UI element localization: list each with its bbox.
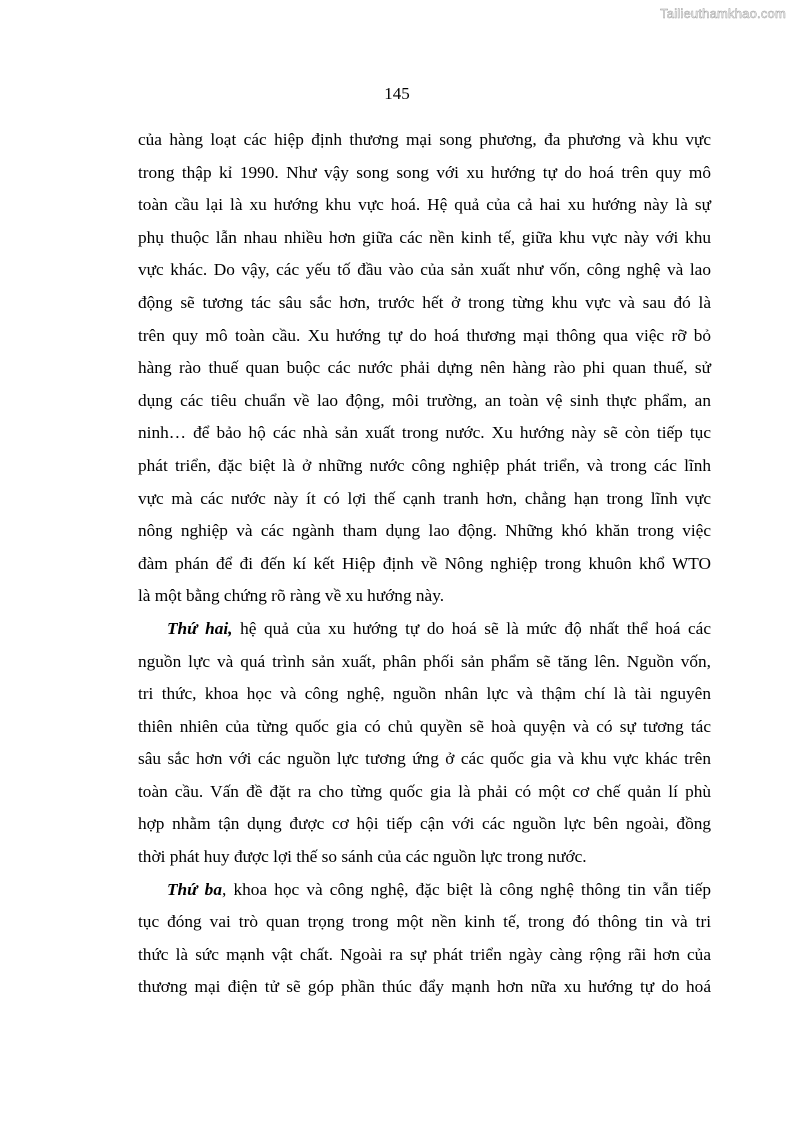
- text-line: nguồn lực và quá trình sản xuất, phân phối sản phẩm sẽ tăng lên. Nguồn vốn,: [138, 651, 711, 671]
- text-line: thiên nhiên của từng quốc gia có chủ quyền sẽ hoà quyện và có sự tương tác: [138, 716, 711, 736]
- text-line: [138, 874, 711, 907]
- text-line: vực khác. Do vậy, các yếu tố đầu vào của sản xuất như vốn, công nghệ và lao: [138, 260, 711, 280]
- text-line: là một bằng chứng rõ ràng về xu hướng này.: [138, 586, 445, 606]
- page-number: 145: [384, 84, 410, 103]
- site-watermark: Tailieuthamkhao.com: [660, 6, 786, 21]
- text-line: trong thập kỉ 1990. Như vậy song song với xu hướng tự do hoá trên quy mô: [138, 162, 711, 182]
- text-line: toàn cầu. Vấn đề đặt ra cho từng quốc gia là phải có một cơ chế quản lí phù: [138, 781, 711, 801]
- text-span: , khoa học và công nghệ, đặc biệt là công nghệ thông tin vẫn tiếp: [221, 879, 711, 899]
- text-line: dụng các tiêu chuẩn về lao động, môi trường, an toàn vệ sinh thực phẩm, an: [138, 390, 711, 410]
- text-line: động sẽ tương tác sâu sắc hơn, trước hết ở trong từng khu vực và sau đó là: [138, 292, 711, 312]
- paragraph-lead: Thứ hai,: [167, 618, 233, 638]
- text-line: phụ thuộc lẫn nhau nhiều hơn giữa các nền kinh tế, giữa khu vực này với khu: [138, 227, 711, 247]
- text-line: thương mại điện tử sẽ góp phần thúc đẩy mạnh hơn nữa xu hướng tự do hoá: [138, 977, 711, 997]
- paragraph-1: [138, 124, 711, 613]
- document-body: [138, 124, 711, 1004]
- text-line: trên quy mô toàn cầu. Xu hướng tự do hoá thương mại thông qua việc rỡ bỏ: [138, 325, 711, 345]
- paragraph-lead: Thứ ba: [167, 879, 222, 899]
- text-line: đàm phán để đi đến kí kết Hiệp định về Nông nghiệp trong khuôn khổ WTO: [138, 553, 711, 573]
- text-line: thời phát huy được lợi thế so sánh của các nguồn lực trong nước.: [138, 847, 587, 867]
- text-line: hợp nhằm tận dụng được cơ hội tiếp cận với các nguồn lực bên ngoài, đồng: [138, 814, 711, 834]
- text-line: phát triển, đặc biệt là ở những nước công nghiệp phát triển, và trong các lĩnh: [138, 455, 711, 475]
- text-line: ninh… để bảo hộ các nhà sản xuất trong nước. Xu hướng này sẽ còn tiếp tục: [138, 423, 711, 443]
- text-line: tục đóng vai trò quan trọng trong một nền kinh tế, trong đó thông tin và tri: [138, 912, 711, 932]
- paragraph-3: [138, 874, 711, 1004]
- text-line: hàng rào thuế quan buộc các nước phải dựng nên hàng rào phi quan thuế, sử: [138, 358, 711, 378]
- text-line: thức là sức mạnh vật chất. Ngoài ra sự phát triển ngày càng rộng rãi hơn của: [138, 944, 711, 964]
- text-line: tri thức, khoa học và công nghệ, nguồn nhân lực và thậm chí là tài nguyên: [138, 684, 711, 704]
- text-line: nông nghiệp và các ngành tham dụng lao động. Những khó khăn trong việc: [138, 521, 711, 541]
- text-span: hệ quả của xu hướng tự do hoá sẽ là mức độ nhất thể hoá các: [232, 618, 711, 638]
- text-line: của hàng loạt các hiệp định thương mại song phương, đa phương và khu vực: [138, 130, 711, 149]
- paragraph-2: [138, 613, 711, 874]
- text-line: sâu sắc hơn với các nguồn lực tương ứng ở các quốc gia và khu vực khác trên: [138, 749, 711, 769]
- text-line: toàn cầu lại là xu hướng khu vực hoá. Hệ quả của cả hai xu hướng này là sự: [138, 195, 711, 215]
- text-line: vực mà các nước này ít có lợi thế cạnh tranh hơn, chẳng hạn trong lĩnh vực: [138, 488, 711, 508]
- text-line: [138, 613, 711, 646]
